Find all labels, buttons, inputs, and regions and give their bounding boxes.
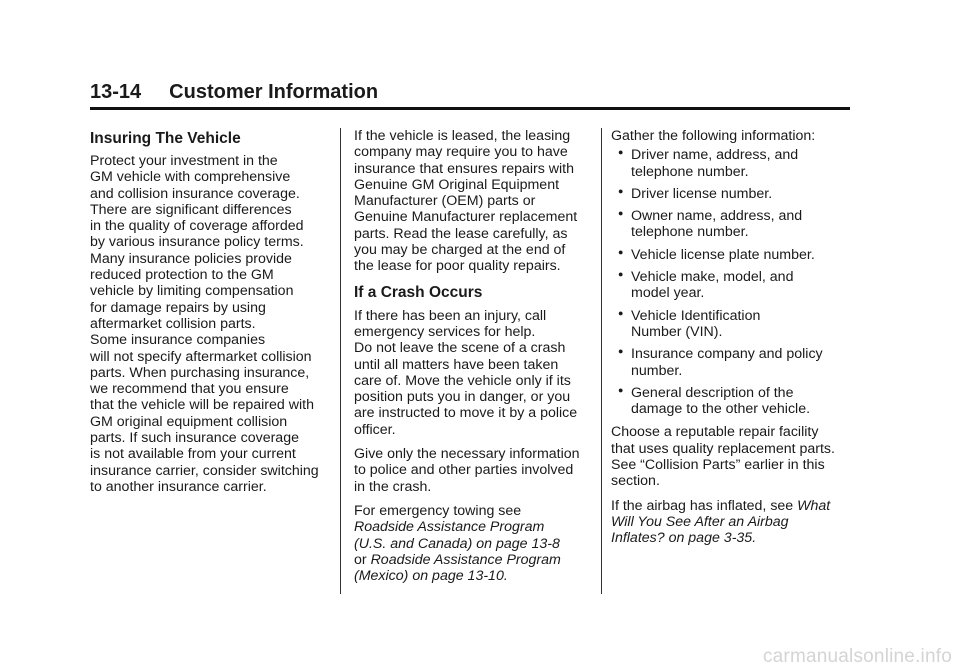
gather-intro: Gather the following information: — [611, 128, 816, 144]
list-item-text: Insurance company and policy number. — [631, 346, 823, 379]
link-roadside-mexico[interactable]: Roadside Assistance Program (Mexico) on page 13-10. — [354, 551, 561, 585]
column-divider-left — [340, 128, 341, 594]
heading-insuring-vehicle: Insuring The Vehicle — [90, 130, 241, 147]
list-item-text: Vehicle Identification Number (VIN). — [631, 307, 761, 340]
bullet-icon: ● — [618, 185, 624, 196]
list-item — [611, 247, 855, 263]
list-item — [611, 147, 855, 180]
heading-crash-occurs: If a Crash Occurs — [354, 283, 483, 301]
column-left — [90, 128, 332, 495]
list-item — [611, 186, 855, 202]
towing-lead-text: For emergency towing see — [354, 502, 522, 519]
watermark: carmanualsonline.info — [762, 646, 952, 667]
information-list — [611, 147, 855, 417]
towing-paragraph — [354, 503, 592, 584]
repair-facility-paragraph: Choose a reputable repair facility that uses quality replacement parts. See “Collision Parts” earlier in this section. — [611, 424, 835, 490]
bullet-icon: ● — [618, 384, 624, 395]
list-item — [611, 269, 855, 302]
column-middle — [354, 128, 592, 584]
page-number: 13-14 — [90, 81, 142, 103]
list-item-text: Vehicle make, model, and model year. — [631, 269, 794, 302]
airbag-paragraph — [611, 498, 855, 547]
bullet-icon: ● — [618, 346, 624, 357]
bullet-icon: ● — [618, 307, 624, 318]
link-airbag-inflates[interactable]: What Will You See After an Airbag Inflates? on page 3-35. — [611, 497, 831, 547]
list-item — [611, 385, 855, 418]
airbag-lead-text: If the airbag has inflated, see — [611, 497, 798, 514]
bullet-icon: ● — [618, 269, 624, 280]
lease-paragraph: If the vehicle is leased, the leasing company may require you to have insurance that ensures repairs with Genuine GM Original Equipment Manufacturer (OEM) parts or Genuine Manufacturer replacement parts. Read the lease carefully, as you may be charged at the end of the lease for poor quality repairs. — [354, 128, 578, 275]
list-item — [611, 208, 855, 241]
information-paragraph: Give only the necessary information to police and other parties involved in the crash. — [354, 446, 580, 495]
bullet-icon: ● — [618, 246, 624, 257]
insurance-paragraph: Protect your investment in the GM vehicle with comprehensive and collision insurance coverage. There are significant differences in the quality of coverage afforded by various insurance policy terms. Many insurance policies provide reduced protection to the GM vehicle by limiting compensation for damage repairs by using aftermarket collision parts. Some insurance companies will not specify aftermarket collision parts. When purchasing insurance, we recommend that you ensure that the vehicle will be repaired with GM original equipment collision parts. If such insurance coverage is not available from your current insurance carrier, consider switching to another insurance carrier. — [90, 153, 319, 495]
list-item — [611, 346, 855, 379]
injury-paragraph: If there has been an injury, call emergency services for help. Do not leave the scene of a crash until all matters have been taken care of. Move the vehicle only if its position puts you in danger, or you are instructed to move it by a police officer. — [354, 307, 578, 438]
column-right — [611, 128, 855, 547]
list-item-text: Driver license number. — [631, 185, 773, 202]
page-header — [90, 80, 850, 110]
list-item-text: Vehicle license plate number. — [631, 246, 815, 263]
list-item-text: Driver name, address, and telephone number. — [631, 147, 799, 180]
list-item-text: Owner name, address, and telephone number. — [631, 208, 803, 241]
bullet-icon: ● — [618, 147, 624, 158]
bullet-icon: ● — [618, 208, 624, 219]
section-title: Customer Information — [169, 81, 379, 103]
list-item — [611, 308, 855, 341]
link-roadside-us-canada[interactable]: Roadside Assistance Program (U.S. and Canada) on page 13-8 — [354, 519, 560, 552]
towing-or-text: or — [354, 551, 371, 568]
list-item-text: General description of the damage to the other vehicle. — [631, 384, 811, 418]
column-divider-right — [601, 128, 602, 594]
